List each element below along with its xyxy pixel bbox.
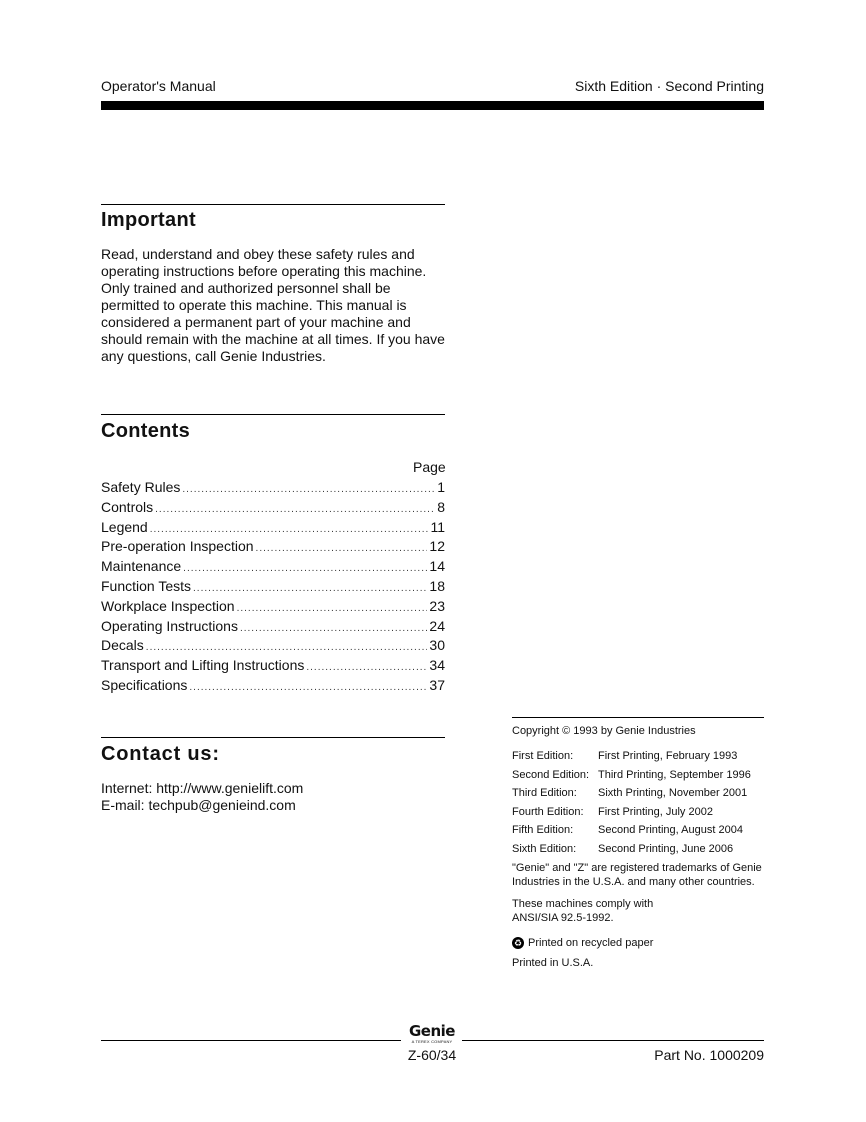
- header-bar: [101, 101, 764, 110]
- toc-leader: [237, 603, 428, 614]
- logo-wordmark: Genie: [409, 1022, 455, 1040]
- toc-entry-operating-instructions[interactable]: [101, 618, 445, 638]
- toc-label: Decals: [101, 637, 144, 654]
- toc-page: 18: [429, 577, 445, 594]
- table-of-contents: [101, 479, 445, 697]
- toc-label: Legend: [101, 518, 148, 535]
- edition-label: Fifth Edition:: [512, 824, 574, 836]
- header-manual-title: Operator's Manual: [101, 78, 216, 94]
- copyright-line: Copyright © 1993 by Genie Industries: [512, 725, 696, 737]
- contact-rule: [101, 737, 445, 738]
- toc-leader: [306, 662, 427, 673]
- toc-page: 23: [429, 597, 445, 614]
- edition-row: [512, 786, 764, 805]
- copyright-block: [512, 722, 764, 974]
- edition-label: First Edition:: [512, 750, 574, 762]
- toc-page: 1: [437, 479, 445, 495]
- trademark-notice: "Genie" and "Z" are registered trademarks of Genie Industries in the U.S.A. and many other countries.: [512, 862, 762, 888]
- edition-label: Fourth Edition:: [512, 805, 584, 818]
- toc-label: Maintenance: [101, 558, 182, 575]
- edition-row: [512, 823, 764, 842]
- toc-leader: [256, 543, 428, 554]
- edition-printing: First Printing, July 2002: [598, 805, 713, 818]
- compliance-notice: These machines comply with ANSI/SIA 92.5-1992.: [512, 898, 654, 924]
- contact-email[interactable]: E-mail: techpub@genieind.com: [101, 797, 296, 813]
- contents-page-header: Page: [413, 459, 446, 475]
- recycled-notice: [512, 933, 764, 953]
- toc-label: Workplace Inspection: [101, 597, 235, 614]
- contact-heading: Contact us:: [101, 743, 220, 765]
- toc-page: 34: [429, 657, 445, 674]
- toc-label: Transport and Lifting Instructions: [101, 657, 305, 674]
- toc-leader: [240, 623, 427, 634]
- toc-entry-decals[interactable]: [101, 637, 445, 657]
- edition-label: Second Edition:: [512, 768, 590, 781]
- important-heading: Important: [101, 209, 196, 231]
- toc-leader: [183, 563, 427, 574]
- toc-page: 37: [429, 676, 445, 693]
- edition-printing: Second Printing, June 2006: [598, 842, 734, 855]
- toc-page: 14: [429, 558, 445, 575]
- edition-printing: First Printing, February 1993: [598, 750, 738, 762]
- logo-subtitle: A TEREX COMPANY: [411, 1039, 453, 1044]
- toc-page: 11: [430, 518, 445, 535]
- footer-model: Z-60/34: [407, 1047, 457, 1063]
- toc-label: Function Tests: [101, 577, 192, 594]
- important-text: Read, understand and obey these safety rules and operating instructions before operating this machine. Only trained and authorized personnel shall be permitted to operate this machine. This manual is considered a permanent part of your machine and should remain with the machine at all times. If you have any questions, call Genie Industries.: [101, 246, 445, 364]
- contents-heading: Contents: [101, 420, 191, 442]
- recycle-icon: ♻: [513, 938, 523, 948]
- toc-page: 8: [437, 498, 445, 515]
- toc-entry-specifications[interactable]: [101, 677, 445, 697]
- toc-page: 12: [429, 538, 445, 555]
- printed-in: Printed in U.S.A.: [512, 957, 594, 969]
- toc-entry-legend[interactable]: [101, 519, 445, 539]
- edition-row: [512, 805, 764, 824]
- toc-leader: [155, 504, 435, 515]
- edition-label: Sixth Edition:: [512, 842, 577, 855]
- footer-rule-left: [101, 1040, 401, 1041]
- edition-label: Third Edition:: [512, 787, 577, 799]
- toc-label: Operating Instructions: [101, 617, 238, 634]
- toc-entry-transport-lifting[interactable]: [101, 657, 445, 677]
- toc-label: Pre-operation Inspection: [101, 538, 254, 555]
- contact-details: [101, 780, 303, 814]
- toc-leader: [146, 642, 428, 653]
- toc-entry-function-tests[interactable]: [101, 578, 445, 598]
- toc-leader: [189, 682, 427, 693]
- edition-printing: Second Printing, August 2004: [598, 824, 743, 836]
- toc-entry-maintenance[interactable]: [101, 558, 445, 578]
- toc-entry-controls[interactable]: [101, 499, 445, 519]
- edition-printing: Third Printing, September 1996: [598, 768, 751, 781]
- toc-label: Controls: [101, 498, 154, 515]
- toc-entry-safety-rules[interactable]: [101, 479, 445, 499]
- recycled-text: Printed on recycled paper: [528, 937, 654, 949]
- footer-rule-right: [462, 1040, 764, 1041]
- contents-rule: [101, 414, 445, 415]
- toc-leader: [182, 484, 435, 495]
- edition-printing: Sixth Printing, November 2001: [598, 787, 748, 799]
- genie-logo: [405, 1024, 459, 1044]
- toc-leader: [150, 524, 429, 535]
- edition-row: [512, 749, 764, 768]
- edition-row: [512, 768, 764, 787]
- toc-entry-pre-operation-inspection[interactable]: [101, 538, 445, 558]
- toc-leader: [193, 583, 427, 594]
- toc-entry-workplace-inspection[interactable]: [101, 598, 445, 618]
- copyright-rule: [512, 717, 764, 718]
- toc-page: 30: [429, 637, 445, 654]
- header-edition: Sixth Edition · Second Printing: [574, 78, 764, 94]
- toc-label: Specifications: [101, 676, 188, 693]
- important-rule: [101, 204, 445, 205]
- toc-page: 24: [429, 617, 445, 634]
- edition-row: [512, 842, 764, 861]
- footer-part-number: Part No. 1000209: [654, 1047, 764, 1063]
- contact-internet[interactable]: Internet: http://www.genielift.com: [101, 780, 304, 796]
- toc-label: Safety Rules: [101, 479, 181, 495]
